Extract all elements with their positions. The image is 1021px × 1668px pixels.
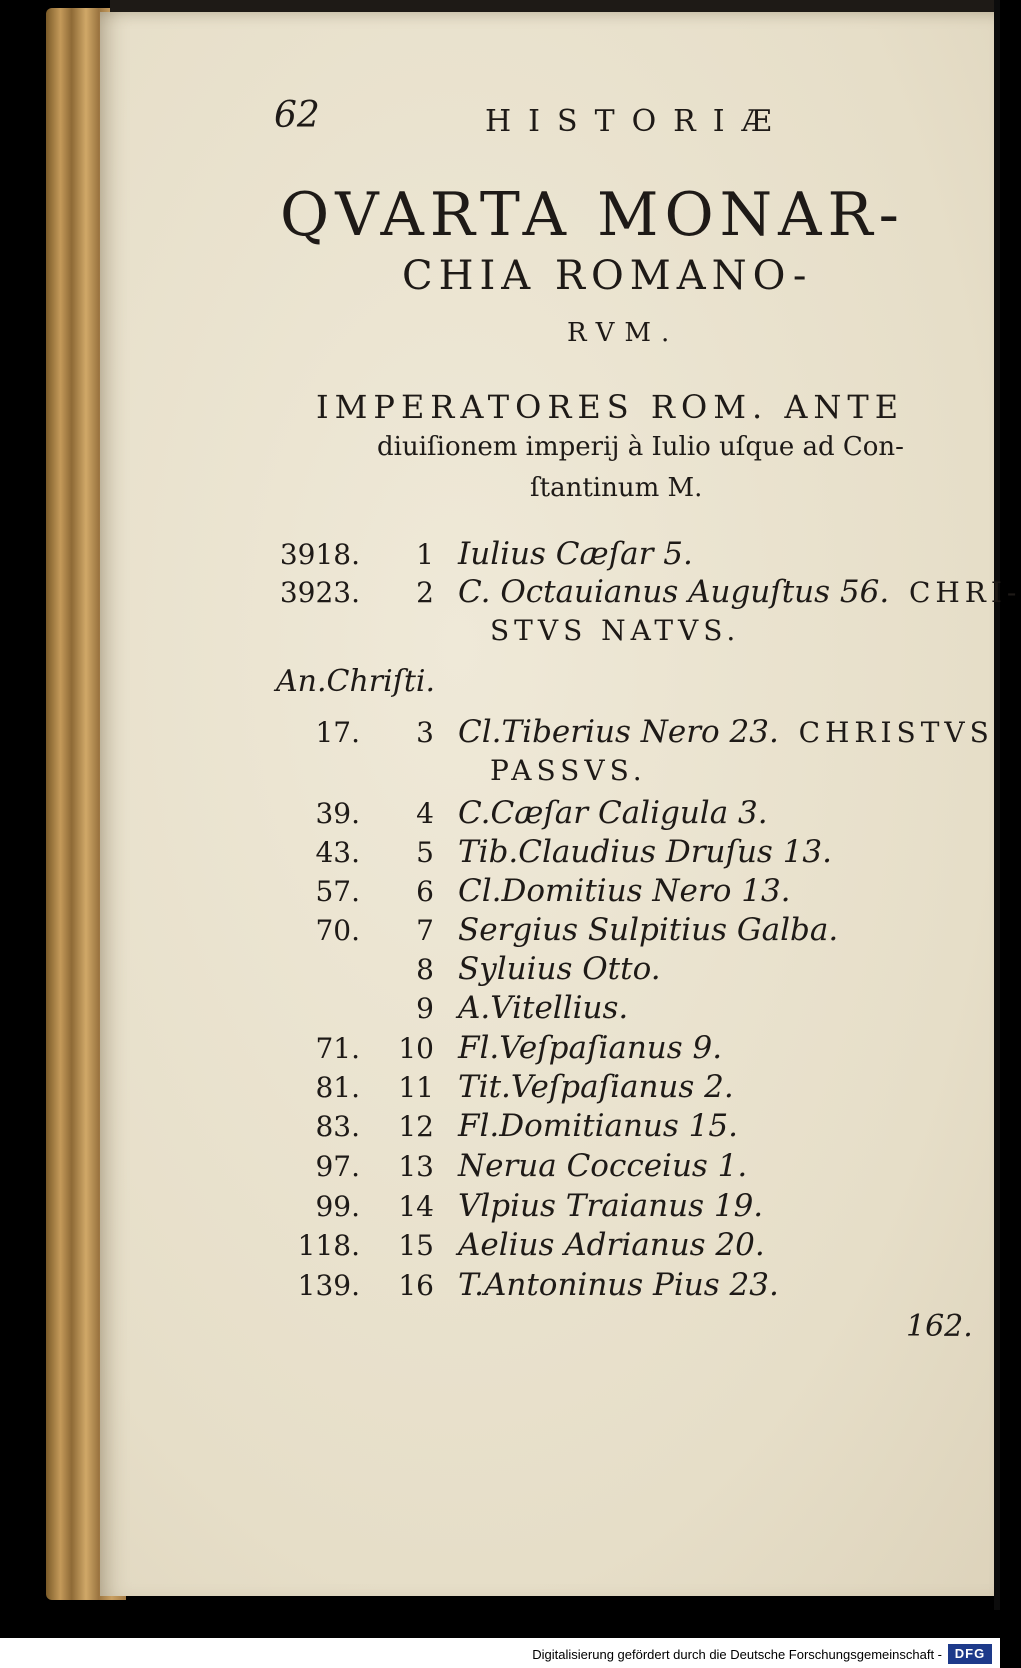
entry-name-text: Fl.Domitianus 15. bbox=[458, 1108, 738, 1144]
entry-name bbox=[458, 1227, 765, 1263]
entry-number: 3 bbox=[416, 716, 434, 749]
emperor-entry bbox=[0, 1150, 1000, 1190]
entry-number: 8 bbox=[416, 953, 434, 986]
emperor-entry bbox=[0, 1269, 1000, 1309]
entry-number: 11 bbox=[398, 1071, 434, 1104]
entry-year: 70. bbox=[315, 914, 360, 947]
emperor-entry bbox=[0, 953, 1000, 993]
entry-note-continued: STVS NATVS. bbox=[490, 614, 741, 647]
entry-name bbox=[458, 951, 661, 987]
entry-number: 12 bbox=[398, 1110, 434, 1143]
entry-name bbox=[458, 834, 832, 870]
entry-year: 81. bbox=[315, 1071, 360, 1104]
entry-note: CHRISTVS bbox=[798, 716, 994, 749]
entry-name-text: Sergius Sulpitius Galba. bbox=[458, 912, 839, 948]
entry-number: 9 bbox=[416, 992, 434, 1025]
subheading-line-2: diuiſionem imperij à Iulio uſque ad Con- bbox=[377, 432, 904, 462]
entry-year: 97. bbox=[315, 1150, 360, 1183]
entry-name-text: C.Cæſar Caligula 3. bbox=[458, 795, 768, 831]
running-head: HISTORIÆ bbox=[485, 104, 789, 139]
entry-name-text: T.Antoninus Pius 23. bbox=[458, 1267, 779, 1303]
emperor-entry bbox=[0, 914, 1000, 954]
entry-name-text: C. Octauianus Auguſtus 56. bbox=[458, 574, 890, 610]
entry-name-text: Cl.Tiberius Nero 23. bbox=[458, 714, 779, 750]
entry-note: CHRI- bbox=[908, 576, 1021, 609]
entry-number: 13 bbox=[398, 1150, 434, 1183]
entry-name-text: Nerua Cocceius 1. bbox=[458, 1148, 748, 1184]
catchword: 162. bbox=[906, 1309, 973, 1344]
emperor-entry bbox=[0, 1110, 1000, 1150]
page-number: 62 bbox=[274, 95, 320, 136]
entry-name bbox=[458, 1267, 779, 1303]
entry-year: 57. bbox=[315, 875, 360, 908]
entry-number: 7 bbox=[416, 914, 434, 947]
entry-name-text: Vlpius Traianus 19. bbox=[458, 1188, 764, 1224]
emperor-entry bbox=[0, 538, 1000, 578]
entry-name bbox=[458, 1108, 738, 1144]
subheading-line-1: IMPERATORES ROM. ANTE bbox=[316, 388, 905, 426]
entry-name-text: Fl.Veſpaſianus 9. bbox=[458, 1030, 723, 1066]
entry-name bbox=[458, 536, 693, 572]
entry-number: 16 bbox=[398, 1269, 434, 1302]
entry-year: 83. bbox=[315, 1110, 360, 1143]
entry-year: 43. bbox=[315, 836, 360, 869]
entry-name bbox=[458, 990, 628, 1026]
emperor-entry bbox=[0, 797, 1000, 837]
emperor-entry bbox=[0, 1032, 1000, 1072]
entry-year: 3918. bbox=[279, 538, 360, 571]
dfg-logo: DFG bbox=[948, 1644, 992, 1664]
entry-number: 4 bbox=[416, 797, 434, 830]
emperor-entry bbox=[0, 574, 1021, 647]
entry-name bbox=[458, 1069, 734, 1105]
entry-name-text: Syluius Otto. bbox=[458, 951, 661, 987]
title-line-3: RVM. bbox=[567, 318, 680, 348]
entry-name-text: Tib.Claudius Druſus 13. bbox=[458, 834, 832, 870]
entry-number: 10 bbox=[398, 1032, 434, 1065]
entry-number: 15 bbox=[398, 1229, 434, 1262]
entry-year: 71. bbox=[315, 1032, 360, 1065]
title-line-2: CHIA ROMANO- bbox=[402, 253, 813, 299]
entry-name bbox=[458, 912, 838, 948]
subheading-line-3: ſtantinum M. bbox=[530, 473, 703, 503]
entry-year: 17. bbox=[315, 716, 360, 749]
emperor-entry bbox=[0, 992, 1000, 1032]
entry-number: 14 bbox=[398, 1190, 434, 1223]
entry-name-text: Aelius Adrianus 20. bbox=[458, 1227, 765, 1263]
emperor-entry bbox=[0, 1071, 1000, 1111]
entry-name bbox=[458, 714, 994, 750]
emperor-entry bbox=[0, 1229, 1000, 1269]
funding-notice: Digitalisierung gefördert durch die Deutsche Forschungsgemeinschaft - bbox=[532, 1647, 942, 1662]
entry-note-continued: PASSVS. bbox=[490, 754, 647, 787]
entry-year: 99. bbox=[315, 1190, 360, 1223]
entry-name bbox=[458, 1148, 747, 1184]
emperor-entry bbox=[0, 714, 1000, 787]
entry-number: 6 bbox=[416, 875, 434, 908]
entry-number: 2 bbox=[416, 576, 434, 609]
entry-name-text: Cl.Domitius Nero 13. bbox=[458, 873, 791, 909]
title-line-1: QVARTA MONAR- bbox=[280, 180, 905, 250]
footer-bar bbox=[0, 1638, 1000, 1668]
emperor-entry bbox=[0, 1190, 1000, 1230]
entry-name-text: Tit.Veſpaſianus 2. bbox=[458, 1069, 734, 1105]
entry-name bbox=[458, 1030, 722, 1066]
entry-name bbox=[458, 1188, 763, 1224]
entry-year: 3923. bbox=[279, 576, 360, 609]
entry-year: 39. bbox=[315, 797, 360, 830]
anno-christi-label: An.Chriſti. bbox=[276, 664, 436, 699]
entry-name-text: A.Vitellius. bbox=[458, 990, 629, 1026]
entry-name-text: Iulius Cæſar 5. bbox=[458, 536, 693, 572]
emperor-entry bbox=[0, 836, 1000, 876]
entry-year: 139. bbox=[297, 1269, 360, 1302]
entry-name bbox=[458, 795, 768, 831]
entry-name bbox=[458, 574, 1021, 610]
entry-year: 118. bbox=[297, 1229, 360, 1262]
entry-number: 1 bbox=[416, 538, 434, 571]
emperor-entry bbox=[0, 875, 1000, 915]
entry-name bbox=[458, 873, 791, 909]
entry-number: 5 bbox=[416, 836, 434, 869]
